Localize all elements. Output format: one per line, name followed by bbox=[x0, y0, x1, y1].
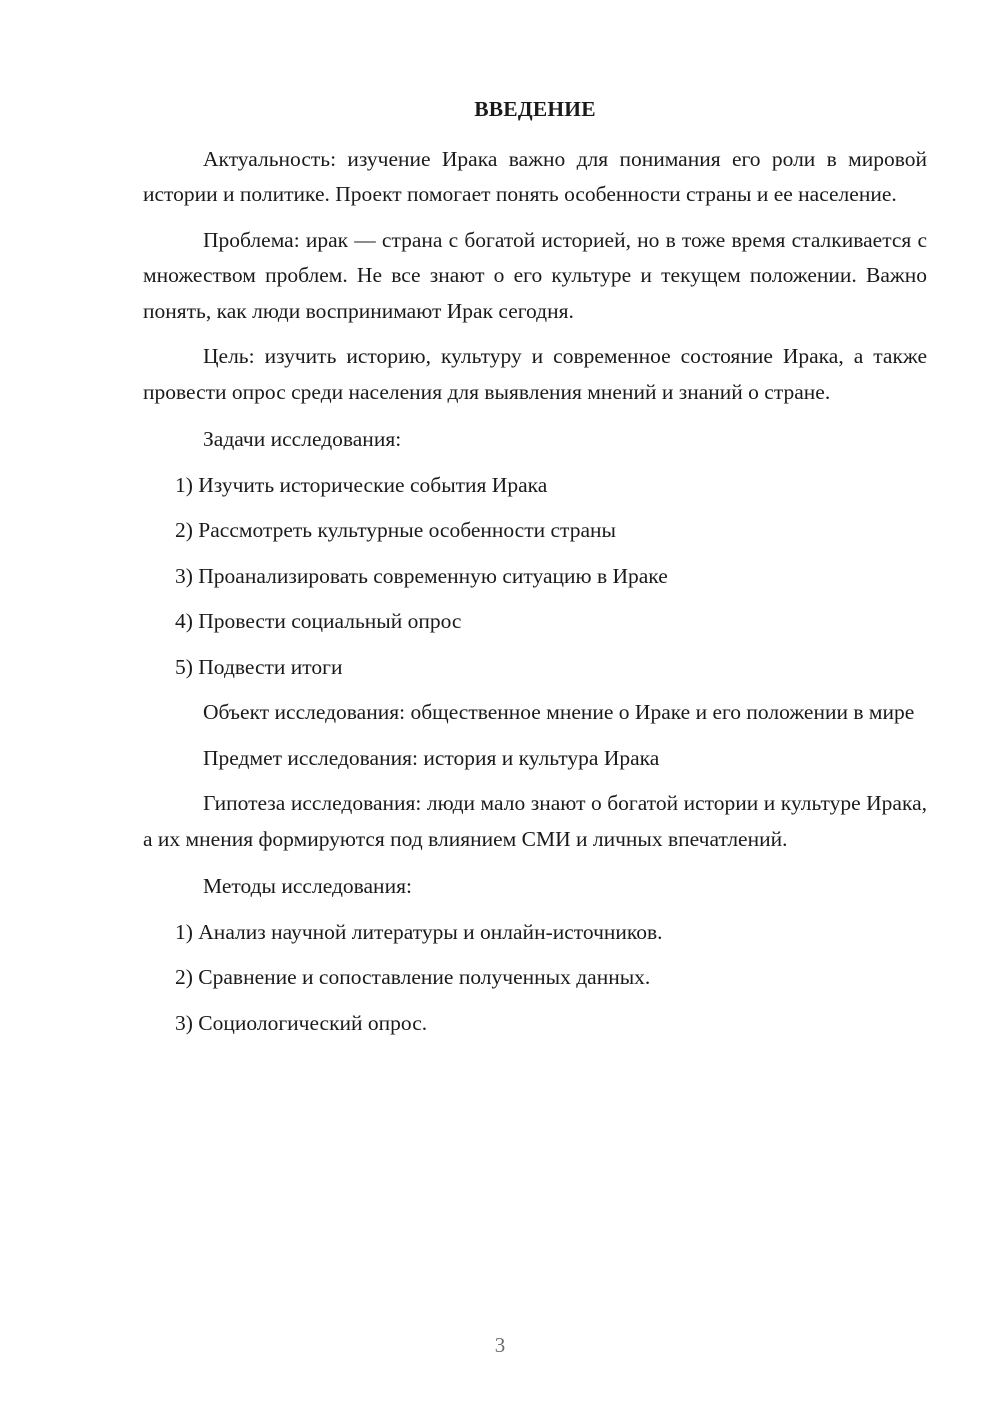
goal-paragraph: Цель: изучить историю, культуру и современное состояние Ирака, а также провести опрос среди населения для выявления мнений и знаний о стране. bbox=[143, 344, 927, 404]
list-item: 1) Анализ научной литературы и онлайн-источников. bbox=[175, 919, 663, 944]
list-item: 4) Провести социальный опрос bbox=[175, 609, 462, 633]
subject-paragraph: Предмет исследования: история и культура Ирака bbox=[203, 745, 660, 770]
tasks-list bbox=[143, 468, 927, 686]
page-number: 3 bbox=[494, 1333, 506, 1357]
methods-list bbox=[143, 915, 927, 1042]
relevance-paragraph: Актуальность: изучение Ирака важно для понимания его роли в мировой истории и политике. Проект помогает понять особенности страны и ее население. bbox=[143, 146, 927, 206]
page-title: ВВЕДЕНИЕ bbox=[474, 97, 596, 121]
list-item: 3) Социологический опрос. bbox=[175, 1010, 428, 1035]
problem-paragraph: Проблема: ирак — страна с богатой историей, но в тоже время сталкивается с множеством проблем. Не все знают о его культуре и текущем положении. Важно понять, как люди воспринимают Ирак сегодня. bbox=[143, 227, 927, 323]
list-item: 1) Изучить исторические события Ирака bbox=[175, 472, 548, 497]
document-page bbox=[143, 92, 927, 1051]
list-item: 2) Сравнение и сопоставление полученных данных. bbox=[175, 965, 651, 989]
list-item: 3) Проанализировать современную ситуацию в Ираке bbox=[175, 563, 668, 588]
object-paragraph: Объект исследования: общественное мнение о Ираке и его положении в мире bbox=[203, 700, 915, 724]
list-item: 5) Подвести итоги bbox=[175, 654, 343, 679]
hypothesis-paragraph: Гипотеза исследования: люди мало знают о богатой истории и культуре Ирака, а их мнения формируются под влиянием СМИ и личных впечатлений. bbox=[143, 791, 927, 851]
tasks-title: Задачи исследования: bbox=[203, 427, 402, 451]
list-item: 2) Рассмотреть культурные особенности страны bbox=[175, 518, 616, 542]
methods-title: Методы исследования: bbox=[203, 874, 412, 898]
